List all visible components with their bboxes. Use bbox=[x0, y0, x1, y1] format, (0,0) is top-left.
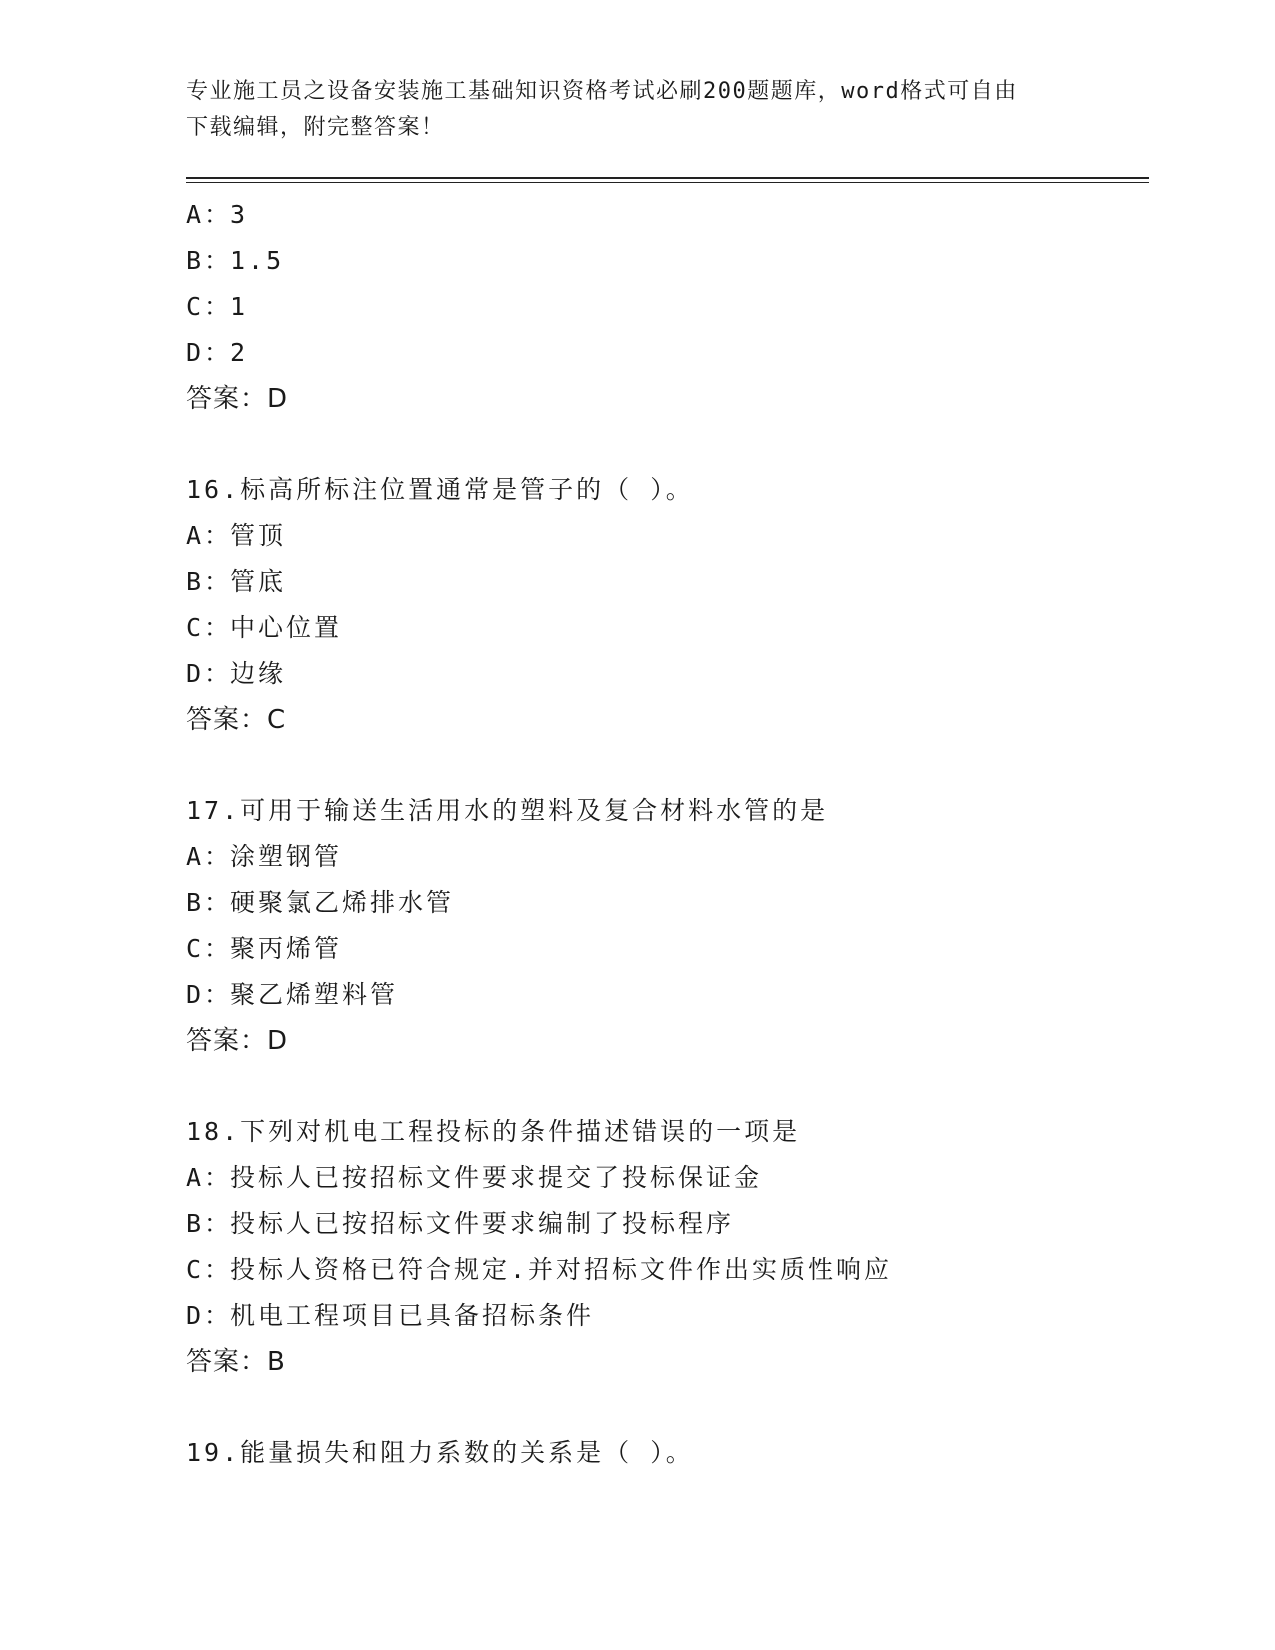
question-15 bbox=[186, 192, 1146, 422]
header-divider-thick bbox=[186, 177, 1149, 179]
answer: 答案：D bbox=[186, 1026, 289, 1056]
document-header bbox=[186, 74, 1066, 146]
answer: 答案：C bbox=[186, 705, 287, 735]
option-a: A：管顶 bbox=[186, 521, 287, 550]
question-19 bbox=[186, 1430, 1146, 1476]
option-c: C：1 bbox=[186, 292, 249, 321]
header-divider-thin bbox=[186, 182, 1149, 183]
option-d: D：边缘 bbox=[186, 659, 287, 688]
question-text: 19.能量损失和阻力系数的关系是（ ）。 bbox=[186, 1438, 694, 1467]
option-b: B：1.5 bbox=[186, 246, 285, 275]
option-d: D：2 bbox=[186, 338, 249, 367]
answer: 答案：D bbox=[186, 384, 289, 414]
option-a: A：涂塑钢管 bbox=[186, 842, 343, 871]
option-a: A：3 bbox=[186, 200, 249, 229]
question-17 bbox=[186, 788, 1146, 1064]
option-c: C：中心位置 bbox=[186, 613, 343, 642]
option-d: D：聚乙烯塑料管 bbox=[186, 980, 399, 1009]
option-c: C：聚丙烯管 bbox=[186, 934, 343, 963]
answer: 答案：B bbox=[186, 1347, 286, 1377]
header-line-1: 专业施工员之设备安装施工基础知识资格考试必刷200题题库，word格式可自由 bbox=[186, 79, 1018, 104]
header-line-2: 下载编辑，附完整答案！ bbox=[186, 115, 445, 140]
option-b: B：投标人已按招标文件要求编制了投标程序 bbox=[186, 1209, 735, 1238]
option-a: A：投标人已按招标文件要求提交了投标保证金 bbox=[186, 1163, 763, 1192]
question-text: 17.可用于输送生活用水的塑料及复合材料水管的是 bbox=[186, 796, 829, 825]
option-b: B：硬聚氯乙烯排水管 bbox=[186, 888, 455, 917]
option-c: C：投标人资格已符合规定.并对招标文件作出实质性响应 bbox=[186, 1255, 893, 1284]
question-18 bbox=[186, 1109, 1146, 1385]
question-text: 18.下列对机电工程投标的条件描述错误的一项是 bbox=[186, 1117, 801, 1146]
question-list bbox=[186, 192, 1146, 1476]
option-b: B：管底 bbox=[186, 567, 287, 596]
question-text: 16.标高所标注位置通常是管子的（ ）。 bbox=[186, 475, 694, 504]
question-16 bbox=[186, 467, 1146, 743]
option-d: D：机电工程项目已具备招标条件 bbox=[186, 1301, 595, 1330]
